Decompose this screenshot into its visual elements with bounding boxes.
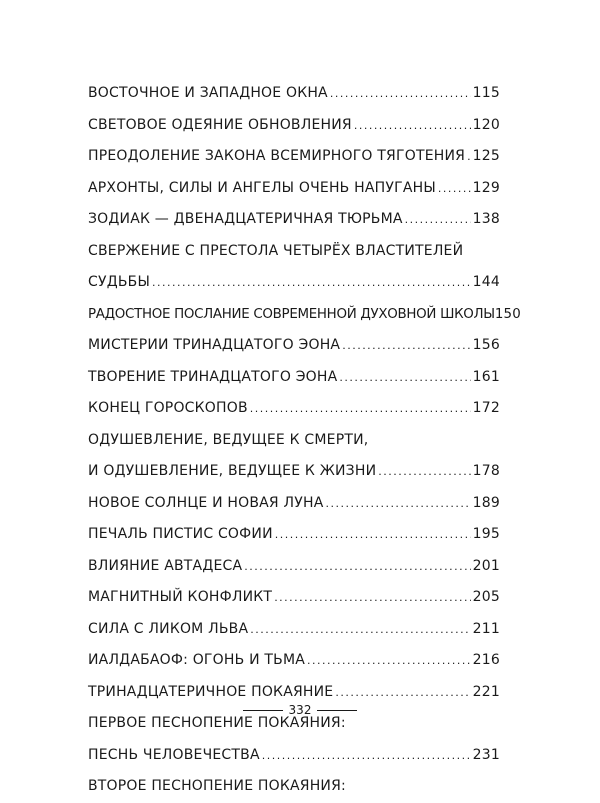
toc-entry-title: АРХОНТЫ, СИЛЫ И АНГЕЛЫ ОЧЕНЬ НАПУГАНЫ xyxy=(88,179,436,196)
toc-entry-page: 150 xyxy=(494,306,521,322)
toc-entry-title: СИЛА С ЛИКОМ ЛЬВА xyxy=(88,620,249,637)
leader-dots xyxy=(378,456,470,488)
toc-entry-page: 201 xyxy=(472,557,500,574)
toc-entry-title: И ОДУШЕВЛЕНИЕ, ВЕДУЩЕЕ К ЖИЗНИ xyxy=(88,463,377,479)
toc-entry-title: ПЕЧАЛЬ ПИСТИС СОФИИ xyxy=(88,526,273,542)
toc-entry-page: 129 xyxy=(472,179,500,196)
toc-entry xyxy=(88,267,500,299)
footer-rule-left xyxy=(243,710,283,711)
leader-dots xyxy=(330,78,471,110)
toc-entry xyxy=(88,645,500,677)
leader-dots xyxy=(274,582,470,614)
toc-entry xyxy=(88,519,500,551)
toc-entry-page: 156 xyxy=(472,337,500,353)
toc-entry xyxy=(88,173,500,205)
toc-entry-title: ЗОДИАК — ДВЕНАДЦАТЕРИЧНАЯ ТЮРЬМА xyxy=(88,211,403,227)
toc-entry xyxy=(88,141,500,173)
toc-entry-title: ПЕРВОЕ ПЕСНОПЕНИЕ ПОКАЯНИЯ: xyxy=(88,715,346,731)
toc-entry-title: СУДЬБЫ xyxy=(88,274,151,290)
toc-entry xyxy=(88,393,500,425)
toc-entry-page: 195 xyxy=(472,526,500,542)
leader-dots xyxy=(405,204,471,236)
toc-entry-title: ВОСТОЧНОЕ И ЗАПАДНОЕ ОКНА xyxy=(88,85,328,101)
toc-entry-page: 205 xyxy=(472,589,500,605)
toc-entry xyxy=(88,456,500,488)
toc-entry-title: ИАЛДАБАОФ: ОГОНЬ И ТЬМА xyxy=(88,652,306,668)
toc-entry-title: РАДОСТНОЕ ПОСЛАНИЕ СОВРЕМЕННОЙ ДУХОВНОЙ ШКОЛЫ xyxy=(88,306,495,322)
leader-dots xyxy=(244,551,470,583)
toc-entry-title: ТВОРЕНИЕ ТРИНАДЦАТОГО ЭОНА xyxy=(88,368,338,385)
toc-entry xyxy=(88,740,500,772)
toc-entry-page: 221 xyxy=(472,683,500,700)
leader-dots xyxy=(354,110,471,142)
toc-entry xyxy=(88,204,500,236)
toc-entry-title: КОНЕЦ ГОРОСКОПОВ xyxy=(88,400,248,416)
toc-entry xyxy=(88,78,500,110)
toc-entry-title: ВТОРОЕ ПЕСНОПЕНИЕ ПОКАЯНИЯ: xyxy=(88,778,346,794)
page-number: 332 xyxy=(288,703,312,717)
toc-entry-page: 172 xyxy=(472,400,500,416)
toc-entry-title: ВЛИЯНИЕ АВТАДЕСА xyxy=(88,557,243,574)
toc-entry-page: 144 xyxy=(472,274,500,290)
table-of-contents xyxy=(88,78,521,803)
leader-dots xyxy=(250,393,471,425)
toc-entry-page: 120 xyxy=(472,116,500,133)
toc-entry-page: 115 xyxy=(472,85,500,101)
leader-dots xyxy=(342,330,470,362)
toc-entry-title: ОДУШЕВЛЕНИЕ, ВЕДУЩЕЕ К СМЕРТИ, xyxy=(88,431,369,448)
toc-entry-page: 178 xyxy=(472,463,500,479)
toc-entry xyxy=(88,551,500,583)
toc-entry xyxy=(88,362,500,394)
leader-dots xyxy=(438,173,471,205)
toc-entry-page: 231 xyxy=(472,746,500,763)
toc-entry xyxy=(88,330,500,362)
toc-entry-title: НОВОЕ СОЛНЦЕ И НОВАЯ ЛУНА xyxy=(88,494,324,511)
leader-dots xyxy=(467,141,471,173)
toc-entry xyxy=(88,299,521,331)
leader-dots xyxy=(262,740,471,772)
toc-entry-title: ПРЕОДОЛЕНИЕ ЗАКОНА ВСЕМИРНОГО ТЯГОТЕНИЯ xyxy=(88,148,466,164)
toc-entry-page: 189 xyxy=(472,494,500,511)
toc-entry xyxy=(88,425,500,457)
toc-entry xyxy=(88,236,500,268)
leader-dots xyxy=(325,488,470,520)
leader-dots xyxy=(250,614,470,646)
page-footer xyxy=(0,703,600,717)
toc-entry xyxy=(88,771,500,803)
toc-entry-title: СВЕРЖЕНИЕ С ПРЕСТОЛА ЧЕТЫРЁХ ВЛАСТИТЕЛЕЙ xyxy=(88,242,464,259)
toc-entry xyxy=(88,110,500,142)
leader-dots xyxy=(275,519,471,551)
toc-entry-title: СВЕТОВОЕ ОДЕЯНИЕ ОБНОВЛЕНИЯ xyxy=(88,116,352,133)
toc-entry-title: МИСТЕРИИ ТРИНАДЦАТОГО ЭОНА xyxy=(88,337,341,353)
toc-entry-page: 216 xyxy=(472,652,500,668)
toc-entry xyxy=(88,582,500,614)
footer-rule-right xyxy=(317,710,357,711)
toc-entry-page: 125 xyxy=(472,148,500,164)
toc-entry xyxy=(88,614,500,646)
toc-entry-title: ТРИНАДЦАТЕРИЧНОЕ ПОКАЯНИЕ xyxy=(88,683,334,700)
leader-dots xyxy=(339,362,470,394)
leader-dots xyxy=(307,645,471,677)
toc-entry-title: ПЕСНЬ ЧЕЛОВЕЧЕСТВА xyxy=(88,746,260,763)
toc-entry-page: 138 xyxy=(472,211,500,227)
toc-entry-page: 211 xyxy=(472,620,500,637)
leader-dots xyxy=(152,267,471,299)
toc-entry-page: 161 xyxy=(472,368,500,385)
toc-entry-title: МАГНИТНЫЙ КОНФЛИКТ xyxy=(88,589,273,605)
toc-entry xyxy=(88,488,500,520)
